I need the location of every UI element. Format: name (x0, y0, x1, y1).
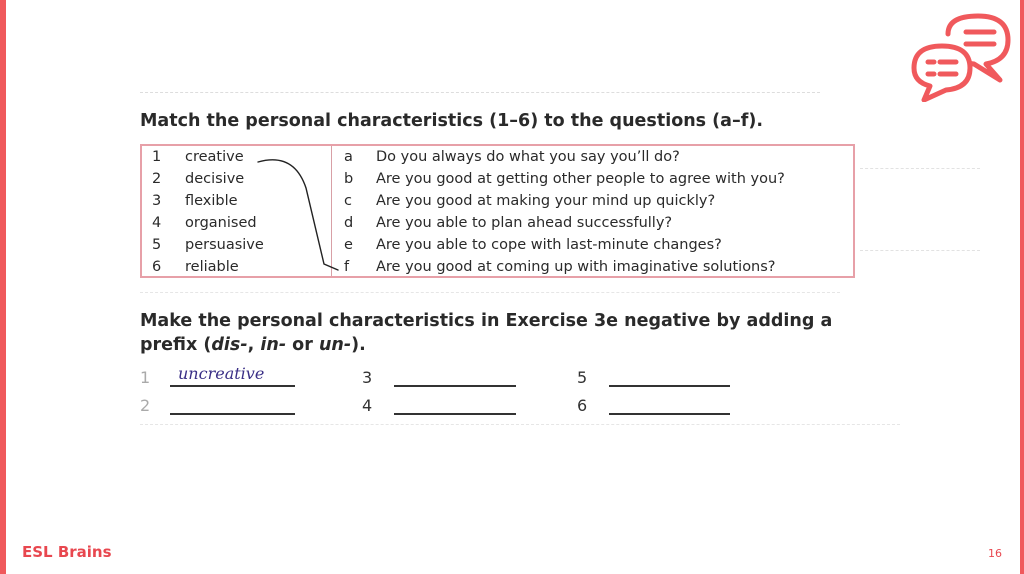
answer-line (609, 385, 730, 387)
answer-line (609, 413, 730, 415)
question-letter: b (344, 171, 354, 187)
prefix-title-end: ). (351, 335, 366, 355)
question-text: Do you always do what you say you’ll do? (376, 149, 680, 165)
characteristic-number: 3 (152, 193, 162, 209)
prefix-exercise-title (140, 309, 840, 357)
characteristic-number: 6 (152, 259, 162, 275)
answer-line (170, 385, 295, 387)
question-text: Are you good at coming up with imaginative solutions? (376, 259, 776, 275)
prefix-title-start: prefix ( (140, 335, 212, 355)
question-letter: f (344, 259, 350, 275)
question-letter: c (344, 193, 352, 209)
characteristic-word: persuasive (185, 237, 264, 253)
characteristic-word: reliable (185, 259, 239, 275)
answer-line (170, 413, 295, 415)
prefix-dis: dis- (211, 335, 248, 355)
characteristic-word: organised (185, 215, 257, 231)
question-letter: e (344, 237, 353, 253)
characteristic-number: 1 (152, 149, 162, 165)
prefix-in: in- (260, 335, 287, 355)
characteristic-number: 4 (152, 215, 162, 231)
question-text: Are you good at making your mind up quickly? (376, 193, 716, 209)
question-text: Are you able to cope with last-minute changes? (376, 237, 722, 253)
characteristic-word: decisive (185, 171, 245, 187)
prefix-separator: , (247, 335, 261, 355)
brand-logo-text: ESL Brains (22, 543, 112, 561)
match-exercise-title: Match the personal characteristics (1–6) to the questions (a–f). (140, 111, 764, 131)
characteristic-number: 5 (152, 237, 162, 253)
answer-line (394, 413, 516, 415)
right-accent-bar (1020, 0, 1024, 574)
prefix-un: un- (318, 335, 352, 355)
prefix-separator: or (286, 335, 319, 355)
answer-number: 5 (577, 368, 588, 387)
question-text: Are you good at getting other people to agree with you? (376, 171, 785, 187)
page-number: 16 (988, 547, 1002, 560)
answer-number: 2 (140, 396, 151, 415)
answer-number: 6 (577, 396, 588, 415)
left-accent-bar (0, 0, 6, 574)
question-text: Are you able to plan ahead successfully? (376, 215, 673, 231)
handwritten-answer: uncreative (178, 364, 265, 383)
characteristic-number: 2 (152, 171, 162, 187)
answer-line (394, 385, 516, 387)
question-letter: d (344, 215, 354, 231)
chat-bubbles-icon (908, 12, 1014, 102)
prefix-title-line1: Make the personal characteristics in Exercise 3e negative by adding a (140, 311, 833, 331)
characteristic-word: creative (185, 149, 244, 165)
match-table (140, 144, 855, 278)
answer-number: 4 (362, 396, 373, 415)
answer-number: 3 (362, 368, 373, 387)
characteristic-word: flexible (185, 193, 238, 209)
match-line-drawing (254, 152, 344, 278)
answer-number: 1 (140, 368, 151, 387)
question-letter: a (344, 149, 353, 165)
